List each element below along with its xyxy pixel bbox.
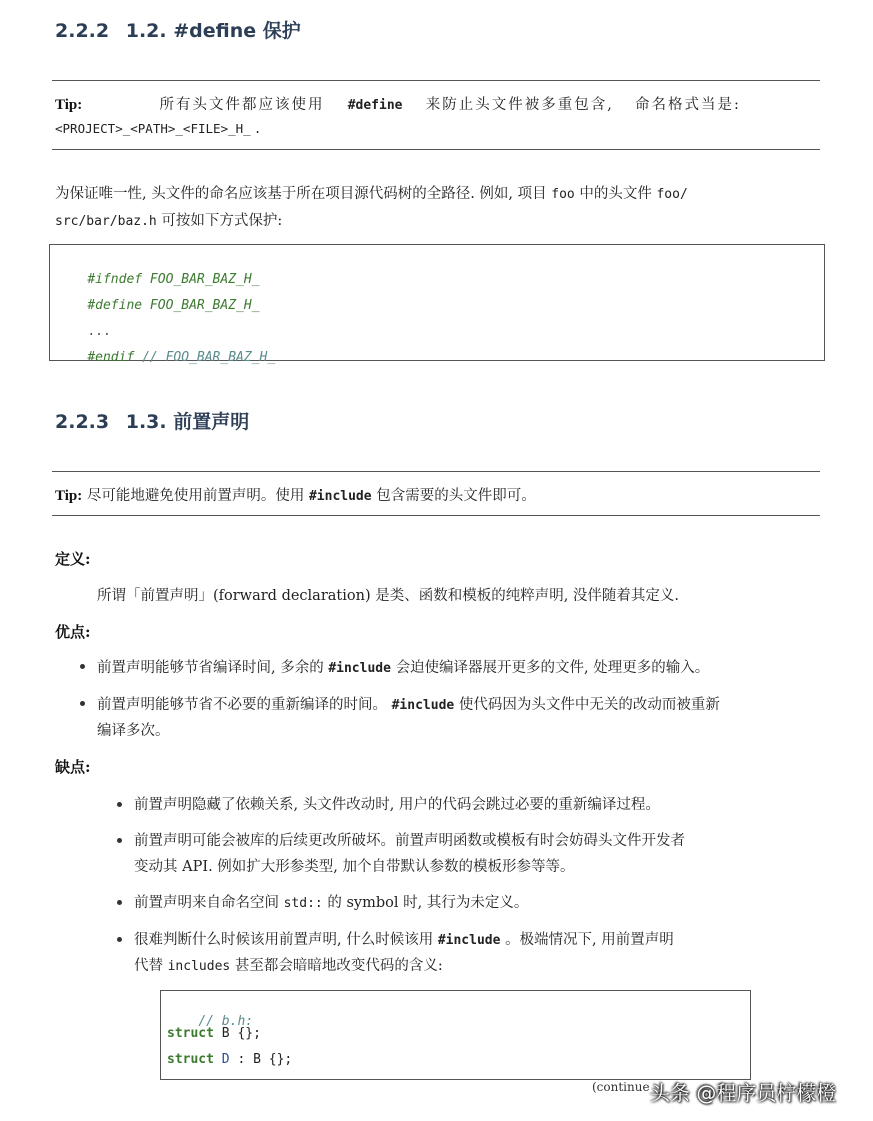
bullet-icon <box>117 937 122 942</box>
tip-define-line1 <box>55 93 741 114</box>
section-heading-2-2-3 <box>55 407 249 434</box>
section-number: 2.2.3 <box>55 411 110 433</box>
inline-code: <PROJECT>_<PATH>_<FILE>_H_ <box>55 121 251 136</box>
definition-term: 定义: <box>55 550 91 568</box>
inline-code: src/bar/baz.h <box>55 214 157 229</box>
tip-text: 所有头文件都应该使用 <box>159 97 325 113</box>
code-block-include-guard <box>49 244 825 365</box>
section-title: 1.3. 前置声明 <box>125 411 250 433</box>
tip-top-rule <box>52 80 820 81</box>
code-line <box>56 335 275 380</box>
tip-text: 尽可能地避免使用前置声明。使用 <box>86 488 305 504</box>
inline-code: std:: <box>283 896 323 911</box>
section-heading-2-2-2 <box>55 16 301 43</box>
punct: . <box>250 121 260 137</box>
definition-text: 所谓「前置声明」(forward declaration) 是类、函数和模板的纯粹声明, 没伴随着其定义. <box>97 588 680 604</box>
code-text: B {}; <box>213 1026 261 1041</box>
continued-note: (continue <box>592 1080 650 1094</box>
bullet-icon <box>80 664 85 669</box>
pros-term: 优点: <box>55 623 91 641</box>
text: 会迫使编译器展开更多的文件, 处理更多的输入。 <box>395 660 710 676</box>
keyword: struct <box>167 1026 214 1041</box>
tip-label: Tip: <box>55 97 83 113</box>
ellipsis: ... <box>87 324 111 339</box>
inline-code: includes <box>167 959 231 974</box>
tip-text: 来防止头文件被多重包含, <box>425 97 614 113</box>
type-name: D <box>213 1052 230 1067</box>
macro-name: FOO_BAR_BAZ_H_ <box>142 298 260 313</box>
text: 的 symbol 时, 其行为未定义。 <box>327 895 529 911</box>
code-line <box>167 1026 261 1041</box>
tip-text: 包含需要的头文件即可。 <box>376 488 536 504</box>
tip-forward-decl <box>55 484 536 505</box>
keyword: struct <box>167 1052 214 1067</box>
text: 前置声明能够节省不必要的重新编译的时间。 <box>97 697 387 713</box>
text: 很难判断什么时候该用前置声明, 什么时候该用 <box>134 932 434 948</box>
text: 前置声明能够节省编译时间, 多余的 <box>97 660 324 676</box>
section-number: 2.2.2 <box>55 20 110 42</box>
inline-code: #include <box>391 698 455 713</box>
text: 。极端情况下, 用前置声明 <box>505 932 674 948</box>
tip-bottom-rule <box>52 515 820 516</box>
tip-label: Tip: <box>55 488 83 504</box>
macro-name: FOO_BAR_BAZ_H_ <box>142 272 260 287</box>
cons-item-4-cont <box>134 954 443 975</box>
bullet-icon <box>117 900 122 905</box>
text: 可按如下方式保护: <box>161 213 283 229</box>
code-comment: // b.h: <box>198 1014 254 1029</box>
cons-term: 缺点: <box>55 758 91 776</box>
inline-code: #include <box>437 933 501 948</box>
bullet-icon <box>117 802 122 807</box>
cons-item-4 <box>134 928 674 949</box>
tip-top-rule <box>52 471 820 472</box>
bullet-icon <box>117 838 122 843</box>
inline-code: #include <box>328 661 391 676</box>
text: 前置声明来自命名空间 <box>134 895 279 911</box>
text: 甚至都会暗暗地改变代码的含义: <box>234 958 443 974</box>
preprocessor-directive: #endif <box>87 350 135 365</box>
inline-code: #include <box>308 489 372 504</box>
section-title: 1.2. #define 保护 <box>125 20 301 42</box>
pros-item-2 <box>97 693 720 714</box>
preprocessor-directive: #ifndef <box>87 272 143 287</box>
inline-code: foo <box>551 187 575 202</box>
tip-text: 命名格式当是: <box>635 97 741 113</box>
tip-bottom-rule <box>52 149 820 150</box>
code-comment: // FOO_BAR_BAZ_H_ <box>134 350 276 365</box>
tip-define-line2 <box>55 121 260 137</box>
code-text: : B {}; <box>229 1052 293 1067</box>
code-block-b-h <box>160 990 751 1080</box>
paragraph-line1 <box>55 182 688 203</box>
inline-code: #define <box>347 98 403 113</box>
pros-item-2-cont: 编译多次。 <box>97 723 170 739</box>
watermark: 头条 @程序员柠檬橙 <box>650 1081 837 1105</box>
text: 代替 <box>134 958 163 974</box>
cons-item-1: 前置声明隐藏了依赖关系, 头文件改动时, 用户的代码会跳过必要的重新编译过程。 <box>134 797 660 813</box>
code-line <box>167 1052 292 1067</box>
cons-item-2: 前置声明可能会被库的后续更改所破坏。前置声明函数或模板有时会妨碍头文件开发者 <box>134 833 685 849</box>
text: 使代码因为头文件中无关的改动而被重新 <box>458 697 720 713</box>
text: 为保证唯一性, 头文件的命名应该基于所在项目源代码树的全路径. 例如, 项目 <box>55 186 547 202</box>
paragraph-line2 <box>55 209 282 230</box>
text: 中的头文件 <box>579 186 652 202</box>
preprocessor-directive: #define <box>87 298 143 313</box>
pros-item-1 <box>97 656 709 677</box>
cons-item-2-cont: 变动其 API. 例如扩大形参类型, 加个自带默认参数的模板形参等等。 <box>134 859 575 875</box>
bullet-icon <box>80 701 85 706</box>
inline-code: foo/ <box>656 187 688 202</box>
cons-item-3 <box>134 891 528 912</box>
